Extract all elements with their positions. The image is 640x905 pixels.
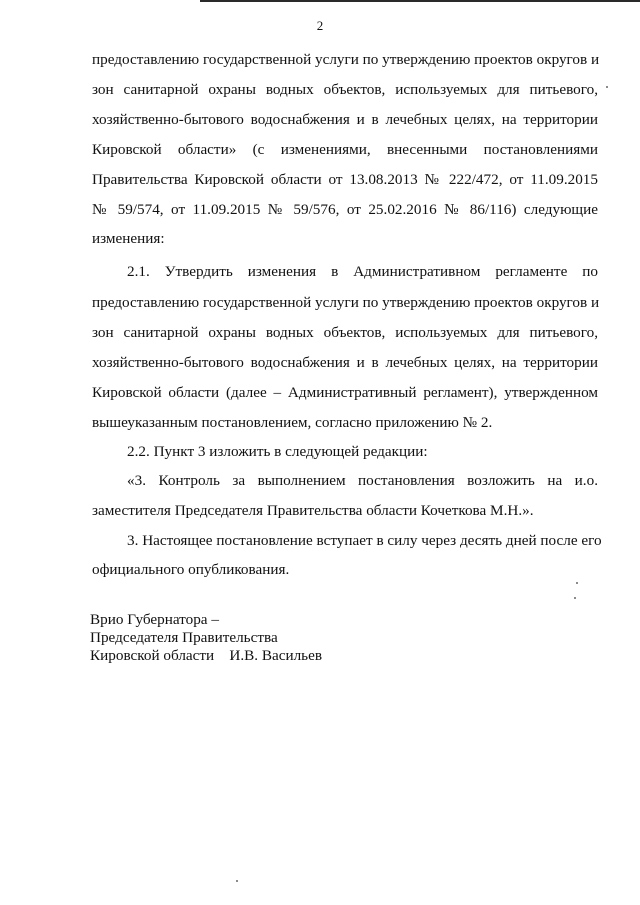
- signature-title-line-2: Председателя Правительства: [90, 629, 278, 646]
- paragraph-2-line-6: вышеуказанным постановлением, согласно приложению № 2.: [92, 414, 493, 431]
- signature-name-line: Кировской области И.В. Васильев: [90, 647, 322, 664]
- paragraph-1-line-5: Правительства Кировской области от 13.08.2013 № 222/472, от 11.09.2015: [92, 171, 598, 188]
- paragraph-4-line-2: заместителя Председателя Правительства области Кочеткова М.Н.».: [92, 502, 534, 519]
- signature-title-line-1: Врио Губернатора –: [90, 611, 219, 628]
- paragraph-2-line-2: предоставлению государственной услуги по утверждению проектов округов и: [92, 294, 600, 311]
- paragraph-1-line-2: зон санитарной охраны водных объектов, используемых для питьевого,: [92, 81, 598, 98]
- paragraph-2-line-4: хозяйственно-бытового водоснабжения и в лечебных целях, на территории: [92, 354, 598, 371]
- paragraph-5-line-2: официального опубликования.: [92, 561, 290, 578]
- top-border-line: [200, 0, 640, 2]
- paragraph-3-line-1: 2.2. Пункт 3 изложить в следующей редакции:: [127, 443, 428, 460]
- paragraph-2-line-5: Кировской области (далее – Административный регламент), утвержденном: [92, 384, 598, 401]
- paragraph-1-line-4: Кировской области» (с изменениями, внесенными постановлениями: [92, 141, 598, 158]
- paragraph-1-line-3: хозяйственно-бытового водоснабжения и в лечебных целях, на территории: [92, 111, 598, 128]
- page-number: 2: [316, 18, 324, 33]
- paragraph-4-line-1: «3. Контроль за выполнением постановления возложить на и.о.: [127, 472, 598, 489]
- scan-speck: [574, 597, 576, 599]
- paragraph-1-line-1: предоставлению государственной услуги по утверждению проектов округов и: [92, 51, 600, 68]
- scan-speck: [606, 86, 608, 88]
- paragraph-1-line-7: изменения:: [92, 230, 165, 247]
- paragraph-2-line-1: 2.1. Утвердить изменения в Административном регламенте по: [127, 263, 598, 280]
- paragraph-1-line-6: № 59/574, от 11.09.2015 № 59/576, от 25.02.2016 № 86/116) следующие: [92, 201, 598, 218]
- paragraph-5-line-1: 3. Настоящее постановление вступает в силу через десять дней после его: [127, 532, 602, 549]
- scan-speck: [576, 582, 578, 584]
- scan-speck: [236, 880, 238, 882]
- paragraph-2-line-3: зон санитарной охраны водных объектов, используемых для питьевого,: [92, 324, 598, 341]
